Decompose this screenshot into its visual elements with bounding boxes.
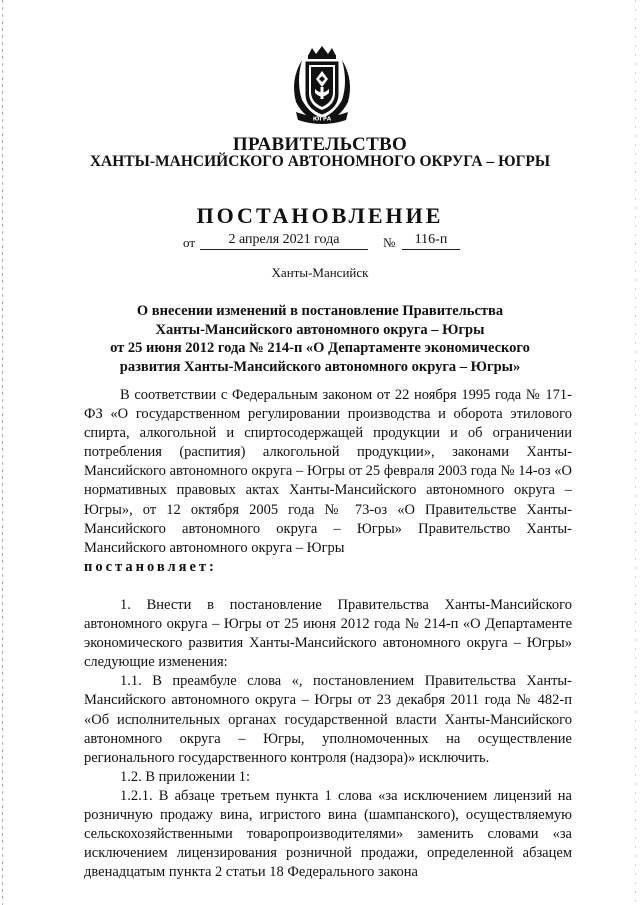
- number-label: №: [383, 235, 396, 250]
- subject-line: Ханты-Мансийского автономного округа – Югры: [155, 321, 485, 338]
- item-paragraph: 1.2. В приложении 1:: [120, 768, 251, 785]
- region-title: ХАНТЫ-МАНСИЙСКОГО АВТОНОМНОГО ОКРУГА – ЮГРЫ: [89, 153, 551, 170]
- subject-line: О внесении изменений в постановление Правительства: [136, 303, 504, 319]
- subject-line: от 25 июня 2012 года № 214-п «О Департаменте экономического: [110, 340, 530, 356]
- document-subject: [0, 302, 640, 376]
- document-date: 2 апреля 2021 года: [200, 232, 368, 250]
- preamble-paragraph: В соответствии с Федеральным законом от 22 ноября 1995 года № 171-ФЗ «О государственном регулировании производства и оборота этилового спирта, алкогольной и спиртосодержащей продукции и об ограничении потребления (распития) алкогольной продукции», законами Ханты-Мансийского автономного округа – Югры от 25 февраля 2003 года № 14-оз «О нормативных правовых актах Ханты-Мансийского автономного округа – Югры», от 12 октября 2005 года № 73-оз «О Правительстве Ханты-Мансийского автономного округа – Югры» Правительство Ханты-Мансийского автономного округа – Югры: [84, 387, 572, 556]
- document-type-title: ПОСТАНОВЛЕНИЕ: [196, 203, 444, 228]
- document-body: [84, 386, 572, 882]
- city-name: Ханты-Мансийск: [271, 265, 369, 280]
- decree-word: постановляет:: [84, 558, 217, 575]
- emblem-ribbon-text: ЮГРА: [312, 116, 332, 123]
- document-number: 116-п: [402, 232, 460, 250]
- government-title: ПРАВИТЕЛЬСТВО: [232, 134, 408, 155]
- item-paragraph: 1.1. В преамбуле слова «, постановлением Правительства Ханты-Мансийского автономного округа – Югры от 23 декабря 2011 года № 482-п «Об исполнительных органах государственной власти Ханты-Мансийского автономного округа – Югры, уполномоченных на осуществление регионального государственного контроля (надзора)» исключить.: [84, 673, 572, 766]
- item-paragraph: 1.2.1. В абзаце третьем пункта 1 слова «за исключением лицензий на розничную продажу вина, игристого вина (шампанского), осуществляемую сельскохозяйственными товаропроизводителями» заменить словами «за исключением лицензирования розничной продажи, определенной абзацем двенадцатым пункта 2 статьи 18 Федерального закона: [84, 787, 572, 881]
- item-paragraph: 1. Внести в постановление Правительства Ханты-Мансийского автономного округа – Югры от 25 июня 2012 года № 214-п «О Департаменте экономического развития Ханты-Мансийского автономного округа – Югры» следующие изменения:: [84, 596, 572, 671]
- subject-line: развития Ханты-Мансийского автономного округа – Югры»: [119, 358, 521, 375]
- date-number-line: [0, 232, 640, 254]
- coat-of-arms-emblem: [288, 46, 356, 126]
- date-label: от: [183, 235, 196, 250]
